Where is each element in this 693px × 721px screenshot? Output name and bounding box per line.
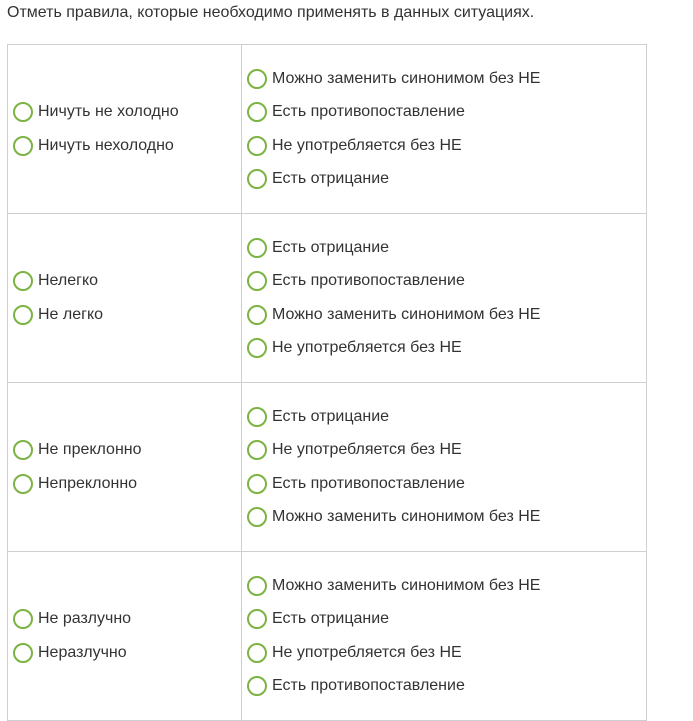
radio-button[interactable]: [247, 474, 267, 494]
option-label: Есть отрицание: [272, 170, 390, 188]
radio-button[interactable]: [13, 440, 33, 460]
radio-button[interactable]: [13, 643, 33, 663]
option-label: Ничуть нехолодно: [38, 136, 174, 154]
radio-button[interactable]: [247, 69, 267, 89]
rule-option[interactable]: [247, 163, 646, 197]
quiz-row: [8, 214, 647, 383]
rule-option[interactable]: [247, 265, 646, 299]
option-label: Не легко: [38, 305, 104, 323]
radio-button[interactable]: [247, 271, 267, 291]
word-option[interactable]: [13, 298, 241, 332]
rule-choice-cell: [242, 552, 647, 721]
rule-choice-cell: [242, 383, 647, 552]
radio-button[interactable]: [13, 609, 33, 629]
option-label: Не разлучно: [38, 610, 132, 628]
option-label: Не преклонно: [38, 441, 142, 459]
word-option[interactable]: [13, 265, 241, 299]
rule-option[interactable]: [247, 501, 646, 535]
radio-button[interactable]: [13, 474, 33, 494]
word-option[interactable]: [13, 603, 241, 637]
option-label: Неразлучно: [38, 643, 127, 661]
radio-button[interactable]: [247, 338, 267, 358]
word-option[interactable]: [13, 636, 241, 670]
option-label: Есть противопоставление: [272, 677, 465, 695]
option-label: Есть противопоставление: [272, 474, 465, 492]
option-label: Непреклонно: [38, 474, 138, 492]
rule-radio-group: [242, 569, 646, 703]
word-radio-group: [8, 434, 241, 501]
radio-button[interactable]: [247, 102, 267, 122]
option-label: Можно заменить синонимом без НЕ: [272, 508, 541, 526]
option-label: Есть противопоставление: [272, 272, 465, 290]
option-label: Есть отрицание: [272, 407, 390, 425]
quiz-row: [8, 552, 647, 721]
word-option[interactable]: [13, 467, 241, 501]
word-choice-cell: [8, 552, 242, 721]
radio-button[interactable]: [247, 136, 267, 156]
rule-option[interactable]: [247, 231, 646, 265]
radio-button[interactable]: [247, 440, 267, 460]
option-label: Можно заменить синонимом без НЕ: [272, 69, 541, 87]
radio-button[interactable]: [247, 305, 267, 325]
word-choice-cell: [8, 383, 242, 552]
quiz-row: [8, 45, 647, 214]
rule-option[interactable]: [247, 636, 646, 670]
option-label: Ничуть не холодно: [38, 103, 179, 121]
radio-button[interactable]: [247, 507, 267, 527]
option-label: Не употребляется без НЕ: [272, 441, 462, 459]
option-label: Нелегко: [38, 272, 99, 290]
option-label: Можно заменить синонимом без НЕ: [272, 305, 541, 323]
option-label: Есть отрицание: [272, 610, 390, 628]
word-option[interactable]: [13, 129, 241, 163]
radio-button[interactable]: [247, 169, 267, 189]
radio-button[interactable]: [13, 271, 33, 291]
rule-option[interactable]: [247, 96, 646, 130]
quiz-table: [7, 44, 647, 721]
radio-button[interactable]: [247, 609, 267, 629]
rule-option[interactable]: [247, 467, 646, 501]
rule-option[interactable]: [247, 298, 646, 332]
task-instruction: Отметь правила, которые необходимо применять в данных ситуациях.: [7, 4, 535, 21]
radio-button[interactable]: [247, 407, 267, 427]
rule-option[interactable]: [247, 670, 646, 704]
option-label: Не употребляется без НЕ: [272, 643, 462, 661]
rule-option[interactable]: [247, 332, 646, 366]
radio-button[interactable]: [247, 643, 267, 663]
radio-button[interactable]: [13, 102, 33, 122]
rule-option[interactable]: [247, 434, 646, 468]
radio-button[interactable]: [13, 305, 33, 325]
word-option[interactable]: [13, 434, 241, 468]
rule-radio-group: [242, 62, 646, 196]
option-label: Не употребляется без НЕ: [272, 136, 462, 154]
option-label: Есть противопоставление: [272, 103, 465, 121]
rule-option[interactable]: [247, 569, 646, 603]
option-label: Можно заменить синонимом без НЕ: [272, 576, 541, 594]
option-label: Есть отрицание: [272, 238, 390, 256]
word-choice-cell: [8, 45, 242, 214]
word-radio-group: [8, 603, 241, 670]
quiz-row: [8, 383, 647, 552]
rule-option[interactable]: [247, 129, 646, 163]
radio-button[interactable]: [247, 238, 267, 258]
rule-option[interactable]: [247, 62, 646, 96]
rule-option[interactable]: [247, 603, 646, 637]
rule-radio-group: [242, 231, 646, 365]
rule-radio-group: [242, 400, 646, 534]
rule-choice-cell: [242, 45, 647, 214]
radio-button[interactable]: [247, 576, 267, 596]
word-choice-cell: [8, 214, 242, 383]
rule-choice-cell: [242, 214, 647, 383]
word-option[interactable]: [13, 96, 241, 130]
option-label: Не употребляется без НЕ: [272, 339, 462, 357]
word-radio-group: [8, 265, 241, 332]
rule-option[interactable]: [247, 400, 646, 434]
radio-button[interactable]: [247, 676, 267, 696]
radio-button[interactable]: [13, 136, 33, 156]
word-radio-group: [8, 96, 241, 163]
